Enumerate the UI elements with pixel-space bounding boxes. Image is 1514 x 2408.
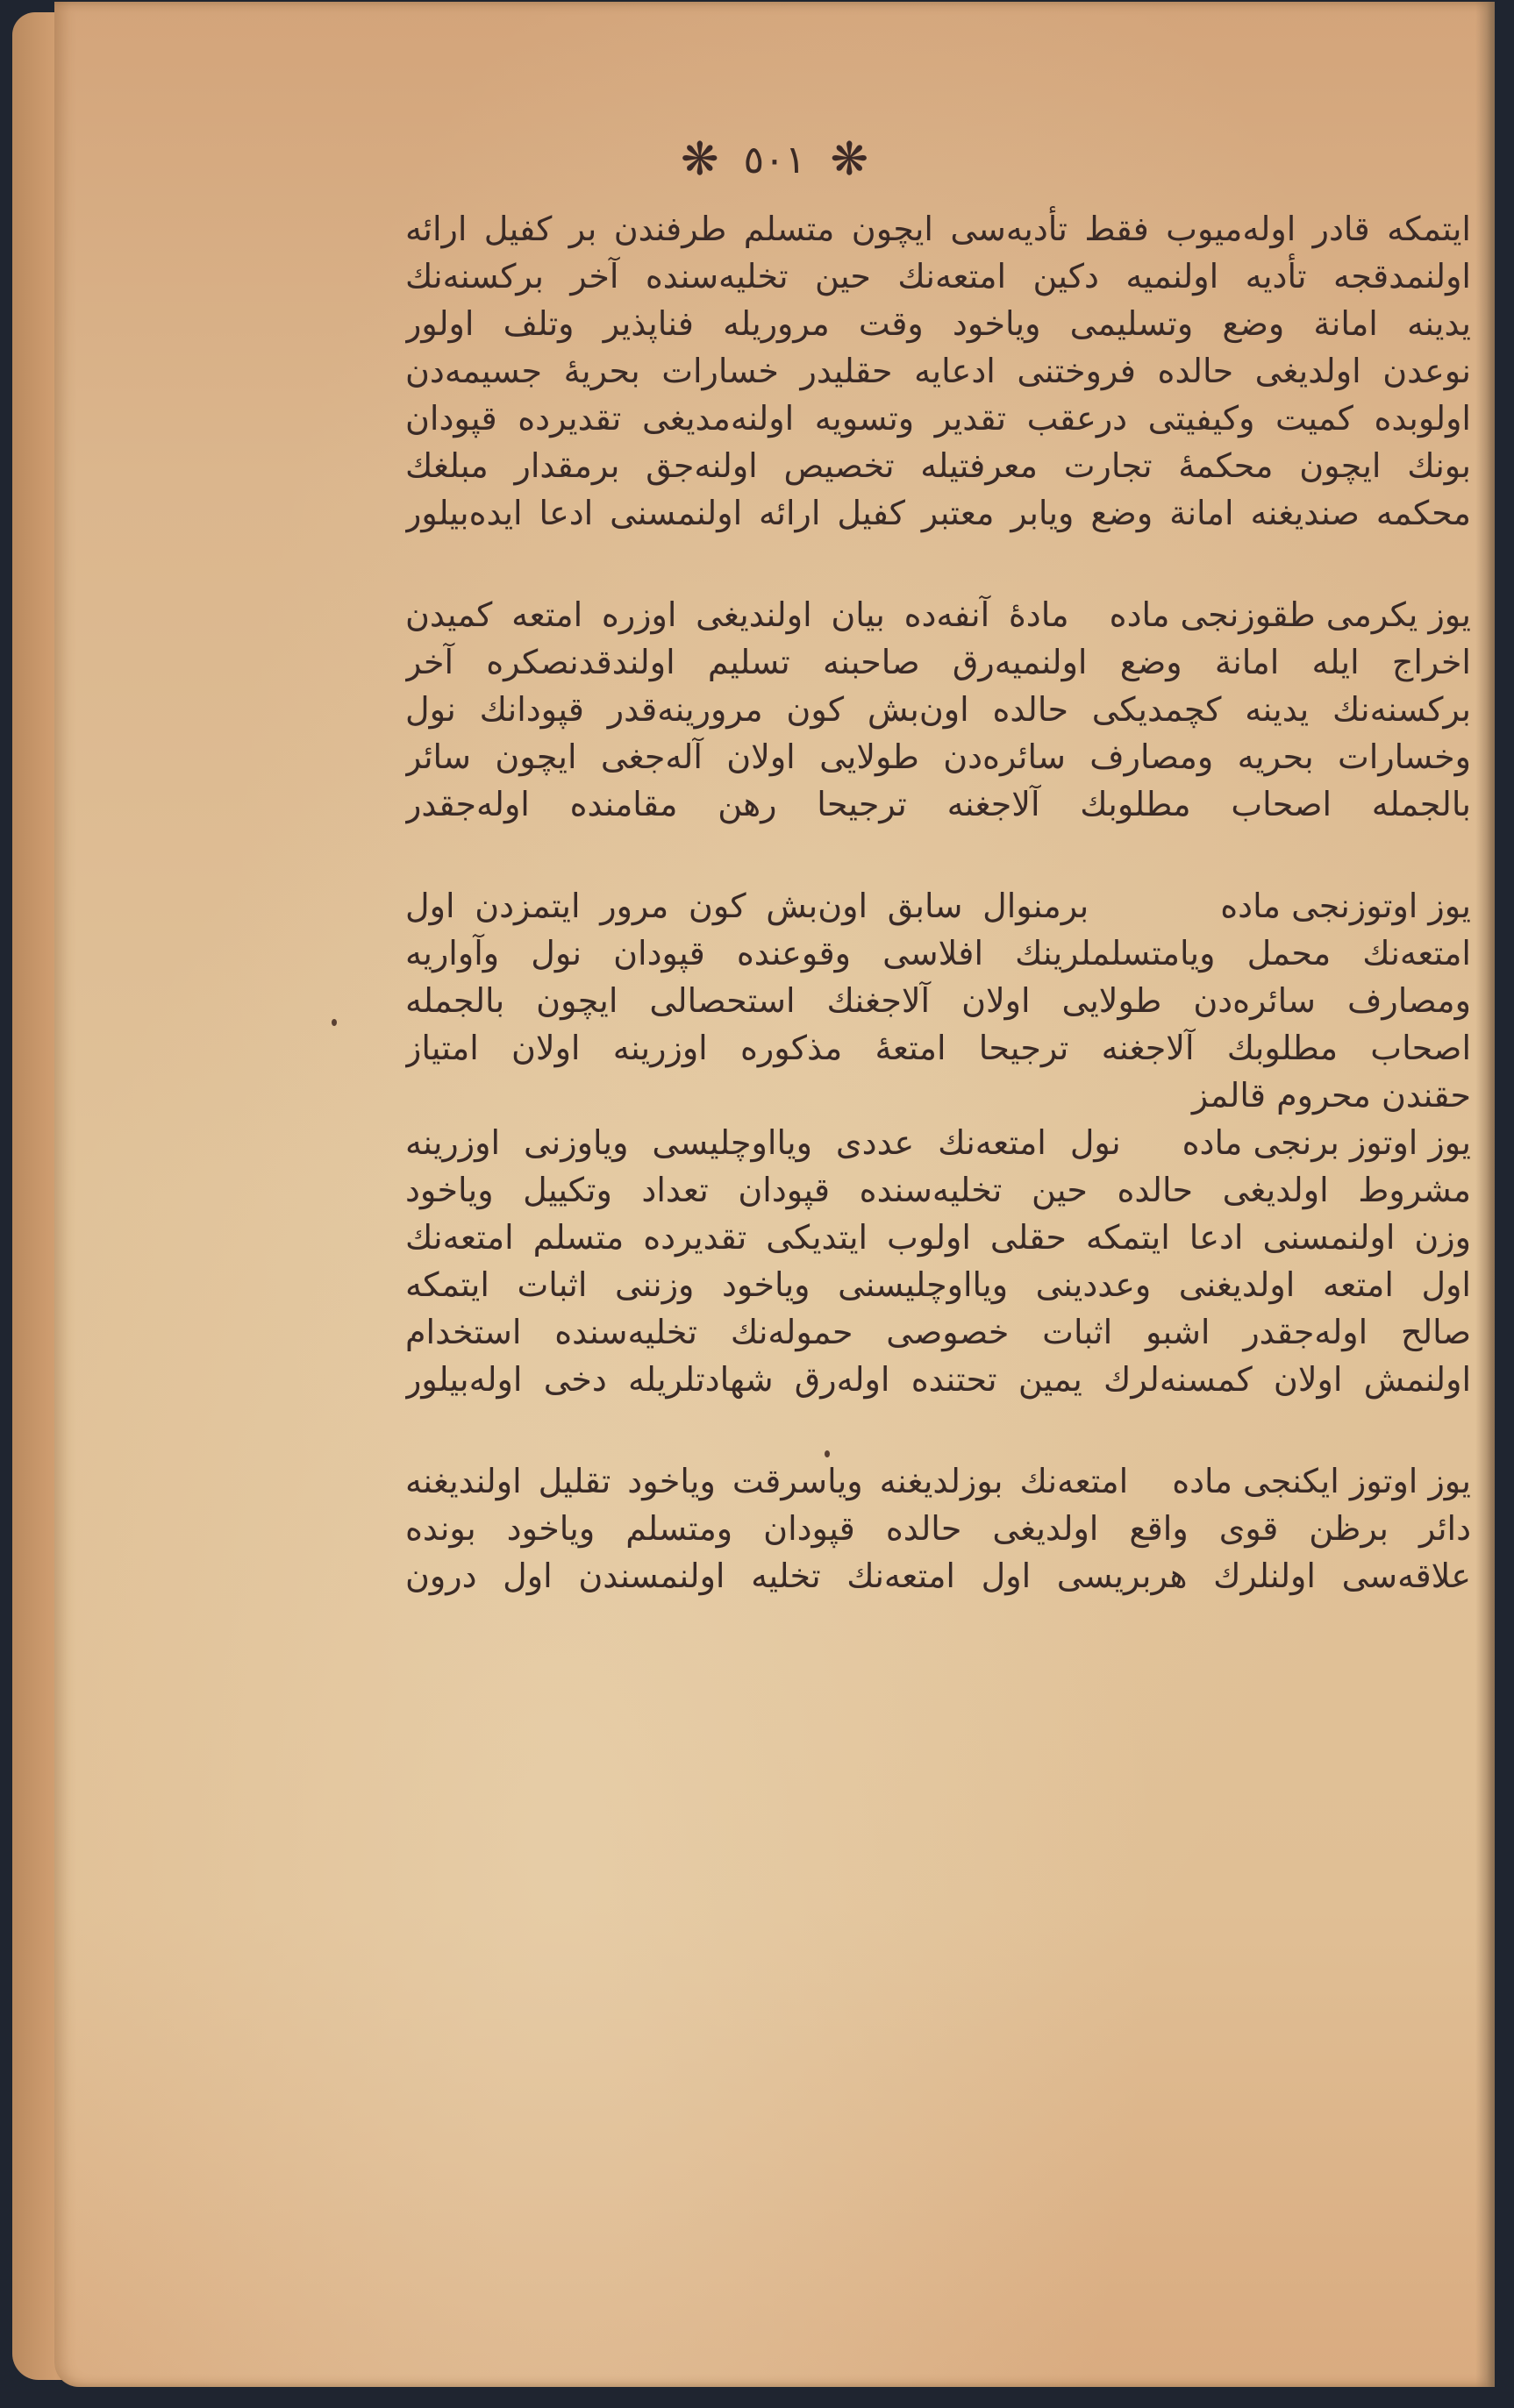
text-line: بونك ایچون محکمهٔ تجارت معرفتیله تخصیص اولنه‌جق برمقدار مبلغك bbox=[405, 446, 1471, 485]
article-first-line: مادهٔ آنفه‌ده بیان اولندیغی اوزره امتعه کمیدن bbox=[405, 595, 1069, 634]
text-line: صالح اوله‌جقدر اشبو اثبات خصوصی حموله‌نك تخلیه‌سنده استخدام bbox=[405, 1313, 1471, 1351]
ink-speck bbox=[825, 1450, 830, 1457]
text-line: اولنمش اولان کمسنه‌لرك یمین تحتنده اوله‌رق شهادتلریله دخی اوله‌بیلور bbox=[405, 1360, 1471, 1399]
article-heading: یوز اوتوز برنجی ماده bbox=[1182, 1123, 1471, 1162]
text-line bbox=[405, 1119, 1471, 1166]
article-first-line: نول امتعه‌نك عددی ویااوچلیسی ویاوزنی اوزرینه bbox=[405, 1123, 1121, 1162]
text-line: محکمه صندیغنه امانة وضع ویابر معتبر کفیل ارائه اولنمسنی ادعا ایده‌بیلور bbox=[405, 494, 1471, 532]
text-line: مشروط اولدیغی حالده حین تخلیه‌سنده قپودان تعداد وتکییل ویاخود bbox=[405, 1171, 1471, 1209]
page-body-text bbox=[405, 205, 1471, 1599]
text-line: ایتمکه قادر اولەمیوب فقط تأدیەسی ایچون متسلم طرفندن بر کفیل ارائه bbox=[405, 210, 1471, 248]
article-first-line: امتعه‌نك بوزلدیغنه ویاسرقت ویاخود تقلیل اولندیغنه bbox=[405, 1462, 1129, 1500]
paragraph-spacer bbox=[405, 1403, 1471, 1457]
page-gutter-shadow bbox=[1475, 2, 1495, 2387]
text-line: اولوبده کمیت وکیفیتی درعقب تقدیر وتسویه اولنه‌مدیغی تقدیرده قپودان bbox=[405, 399, 1471, 438]
ornament-star-icon-right: ❋ bbox=[830, 133, 869, 186]
text-line: اصحاب مطلوبك آلاجغنه ترجیحا امتعهٔ مذکوره اوزرینه اولان امتیاز bbox=[405, 1029, 1471, 1067]
text-line: برکسنه‌نك یدینه کچمدیکی حالده اون‌بش کون مرورینه‌قدر قپودانك نول bbox=[405, 690, 1471, 729]
text-line bbox=[405, 882, 1471, 930]
page-number: ٥٠١ bbox=[743, 137, 806, 182]
text-line: امتعه‌نك محمل ویامتسلملرینك افلاسی وقوعنده قپودان نول وآواریه bbox=[405, 934, 1471, 972]
text-line: نوعدن اولدیغی حالده فروختنی ادعایه حقلیدر خسارات بحریهٔ جسیمه‌دن bbox=[405, 352, 1471, 390]
text-line: اول امتعه اولدیغنی وعددینی ویااوچلیسنی ویاخود وزننی اثبات ایتمکه bbox=[405, 1265, 1471, 1304]
article-heading: یوز اوتوزنجی ماده bbox=[1220, 887, 1471, 925]
article-heading: یوز یکرمی طقوزنجی ماده bbox=[1109, 595, 1471, 634]
text-line: ومصارف سائره‌دن طولایی اولان آلاجغنك استحصالی ایچون بالجمله bbox=[405, 981, 1471, 1020]
text-line: علاقه‌سی اولنلرك هربریسی اول امتعه‌نك تخلیه اولنمسندن اول درون bbox=[405, 1557, 1471, 1595]
article-131 bbox=[405, 1119, 1471, 1403]
text-line: اخراج ایله امانة وضع اولنمیه‌رق صاحبنه تسلیم اولندقدنصکره آخر bbox=[405, 643, 1471, 681]
text-line bbox=[405, 1457, 1471, 1505]
text-line: اولنمدقجه تأدیه اولنمیه دکین امتعه‌نك حین تخلیه‌سنده آخر برکسنه‌نك bbox=[405, 257, 1471, 296]
page-header bbox=[54, 133, 1495, 186]
text-line: دائر برظن قوی واقع اولدیغی حالده قپودان ومتسلم ویاخود بونده bbox=[405, 1509, 1471, 1548]
book-page bbox=[54, 2, 1495, 2387]
paragraph-spacer bbox=[405, 537, 1471, 591]
text-line: بالجمله اصحاب مطلوبك آلاجغنه ترجیحا رهن مقامنده اوله‌جقدر bbox=[405, 785, 1471, 823]
ink-speck bbox=[332, 1019, 337, 1026]
article-132 bbox=[405, 1457, 1471, 1599]
paragraph-continuation bbox=[405, 205, 1471, 537]
paragraph-spacer bbox=[405, 828, 1471, 882]
text-line: وخسارات بحریه ومصارف سائره‌دن طولایی اولان آله‌جغی ایچون سائر bbox=[405, 737, 1471, 776]
text-line: وزن اولنمسنی ادعا ایتمکه حقلی اولوب ایتدیکی تقدیرده متسلم امتعه‌نك bbox=[405, 1218, 1471, 1257]
article-129 bbox=[405, 591, 1471, 828]
text-line: حقندن محروم قالمز bbox=[1191, 1076, 1471, 1115]
text-line: یدینه امانة وضع وتسلیمی ویاخود وقت مروریله فناپذیر وتلف اولور bbox=[405, 304, 1471, 343]
text-line bbox=[405, 591, 1471, 638]
ornament-star-icon-left: ❋ bbox=[680, 133, 719, 186]
article-heading: یوز اوتوز ایکنجی ماده bbox=[1172, 1462, 1471, 1500]
article-130 bbox=[405, 882, 1471, 1119]
article-first-line: برمنوال سابق اون‌بش کون مرور ایتمزدن اول bbox=[405, 887, 1089, 925]
